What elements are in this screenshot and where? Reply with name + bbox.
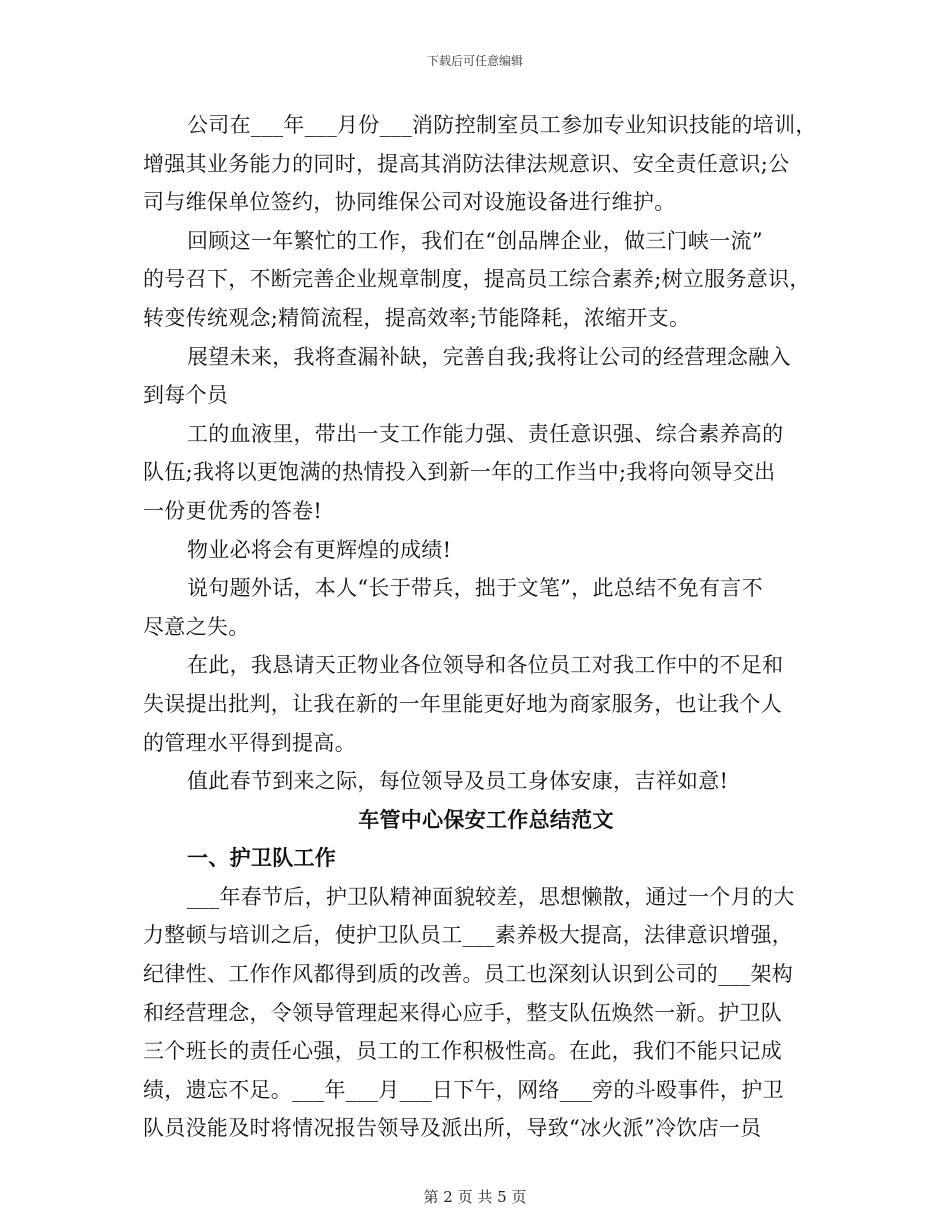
text-line: ___年春节后，护卫队精神面貌较差，思想懒散，通过一个月的大 xyxy=(187,884,795,909)
text-line: 队伍;我将以更饱满的热情投入到新一年的工作当中;我将向领导交出 xyxy=(143,460,776,485)
text-line: 工的血液里，带出一支工作能力强、责任意识强、综合素养高的 xyxy=(187,421,784,446)
text-line: 尽意之失。 xyxy=(143,614,250,639)
text-line: 在此，我恳请天正物业各位领导和各位员工对我工作中的不足和 xyxy=(187,653,784,678)
text-line: 展望未来，我将查漏补缺，完善自我;我将让公司的经营理念融入 xyxy=(187,344,791,369)
text-line: 转变传统观念;精简流程，提高效率;节能降耗，浓缩开支。 xyxy=(143,305,691,330)
text-line: 失误提出批判，让我在新的一年里能更好地为商家服务，也让我个人 xyxy=(143,691,782,716)
document-body xyxy=(143,106,815,1148)
page-header: 下载后可任意编辑 xyxy=(426,54,523,68)
text-line: 说句题外话，本人“长于带兵，拙于文笔”，此总结不免有言不 xyxy=(187,576,763,601)
text-line: 纪律性、工作作风都得到质的改善。员工也深刻认识到公司的___架构 xyxy=(143,962,794,987)
section-heading: 车管中心保安工作总结范文 xyxy=(358,806,614,832)
text-line: 物业必将会有更辉煌的成绩! xyxy=(187,537,452,562)
text-line: 到每个员 xyxy=(143,383,229,408)
text-line: 公司在___年___月份___消防控制室员工参加专业知识技能的培训， xyxy=(187,113,817,137)
text-line: 的号召下，不断完善企业规章制度，提高员工综合素养;树立服务意识， xyxy=(143,267,811,292)
text-line: 队员没能及时将情况报告领导及派出所，导致“冰火派”冷饮店一员 xyxy=(143,1116,762,1141)
text-line: 回顾这一年繁忙的工作，我们在“创品牌企业，做三门峡一流” xyxy=(187,228,763,253)
text-line: 的管理水平得到提高。 xyxy=(143,730,356,755)
text-line: 司与维保单位签约，协同维保公司对设施设备进行维护。 xyxy=(143,190,676,215)
text-line: 增强其业务能力的同时，提高其消防法律法规意识、安全责任意识;公 xyxy=(143,151,790,176)
subsection-heading: 一、护卫队工作 xyxy=(187,845,337,871)
text-line: 值此春节到来之际，每位领导及员工身体安康，吉祥如意! xyxy=(187,769,729,794)
text-line: 三个班长的责任心强，员工的工作积极性高。在此，我们不能只记成 xyxy=(143,1039,782,1064)
text-line: 绩，遗忘不足。___年___月___日下午，网络___旁的斗殴事件，护卫 xyxy=(143,1077,784,1102)
page-footer: 第 2 页 共 5 页 xyxy=(423,1188,527,1206)
text-line: 力整顿与培训之后，使护卫队员工___素养极大提高，法律意识增强， xyxy=(143,923,794,948)
text-line: 一份更优秀的答卷! xyxy=(143,498,323,523)
text-line: 和经营理念，令领导管理起来得心应手，整支队伍焕然一新。护卫队 xyxy=(143,1000,782,1025)
